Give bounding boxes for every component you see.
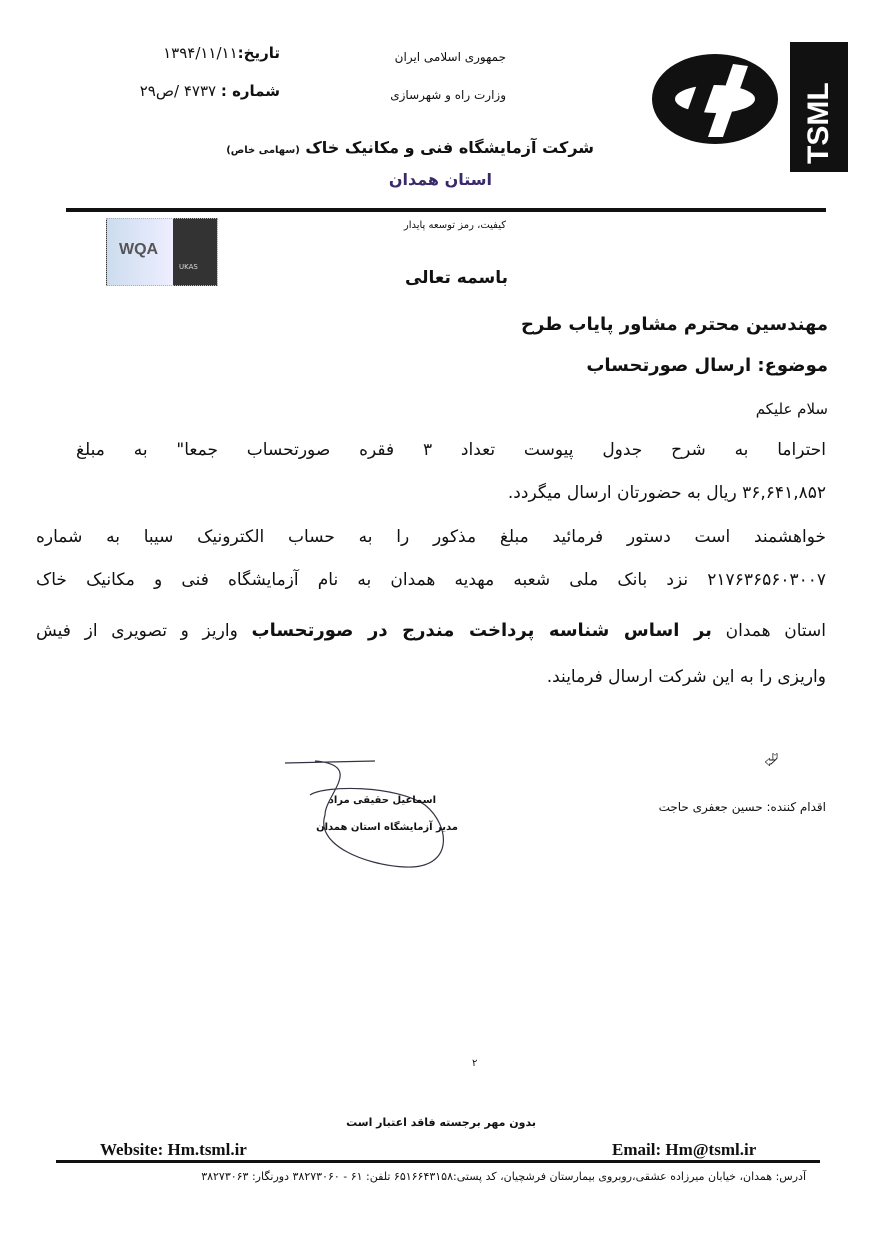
body-line: واریزی را به این شرکت ارسال فرمایند. [546,667,826,687]
signature-mark-icon [285,755,465,875]
recipient: مهندسین محترم مشاور پایاب طرح [521,314,828,335]
stamp-note: بدون مهر برجسته فاقد اعتبار است [346,1116,536,1129]
body-line: خواهشمند است دستور فرمائید مبلغ مذکور را به حساب الکترونیک سیبا به شماره [36,527,826,547]
company-emblem-icon [650,52,780,147]
company-name: شرکت آزمایشگاه فنی و مکانیک خاک (سهامی خاص) [226,138,594,157]
footer-divider [56,1160,820,1163]
body-line: احتراما به شرح جدول پیوست تعداد ۳ فقره صورتحساب جمعا" به مبلغ [76,440,826,460]
invocation: باسمه تعالی [404,268,508,288]
letter-number: شماره : ۴۷۳۷ /ص۲۹ [139,82,280,100]
tsml-logo: TSML [790,42,848,172]
forward-arrow-icon: ⮰ [764,750,779,771]
header-divider [66,208,826,212]
signatory-title: مدیر آزمایشگاه استان همدان [316,822,458,833]
subject: موضوع: ارسال صورتحساب [586,355,828,376]
signatory-name: اسماعیل حقیقی مراد [328,795,436,806]
page-mark: ۲ [472,1058,478,1069]
body-line: استان همدان بر اساس شناسه پرداخت مندرج در صورتحساب واریز و تصویری از فیش [36,620,826,641]
ministry-name: وزارت راه و شهرسازی [390,88,506,102]
certification-badges: WQA UKAS [106,218,218,286]
address: آدرس: همدان، خیابان میرزاده عشقی،روبروی بیمارستان فرشچیان، کد پستی:۶۵۱۶۶۴۳۱۵۸ تلفن: ۶۱ - ۳۸۲۷۳۰۶۰ دورنگار: ۳۸۲۷۳۰۶۳ [201,1170,806,1183]
body-line: ۳۶,۶۴۱,۸۵۲ ریال به حضورتان ارسال میگردد. [507,483,826,503]
province-name: استان همدان [388,170,492,189]
slogan: کیفیت، رمز توسعه پایدار [403,220,506,231]
country-name: جمهوری اسلامی ایران [394,50,506,64]
website-link[interactable]: Website: Hm.tsml.ir [100,1140,247,1159]
greeting: سلام علیکم [755,400,828,418]
body-line: ۲۱۷۶۳۶۵۶۰۳۰۰۷ نزد بانک ملی شعبه مهدیه همدان به نام آزمایشگاه فنی و مکانیک خاک [36,570,826,590]
letter-date: تاریخ:۱۳۹۴/۱۱/۱۱ [163,44,280,62]
email-link[interactable]: Email: Hm@tsml.ir [612,1140,757,1159]
action-by: اقدام کننده: حسین جعفری حاجت [658,800,826,814]
